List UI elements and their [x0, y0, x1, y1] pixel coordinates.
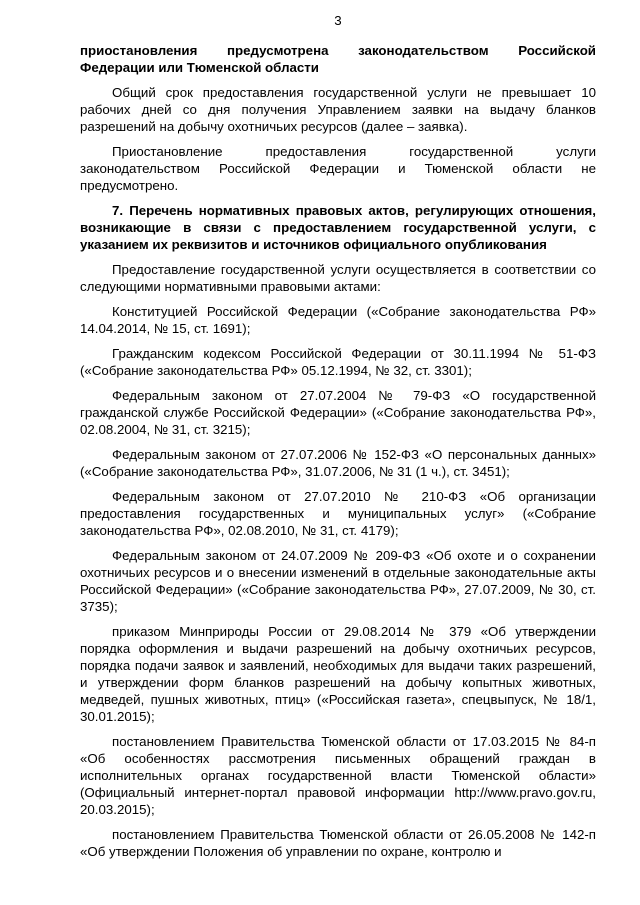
paragraph-act-8: постановлением Правительства Тюменской области от 17.03.2015 № 84-п «Об особенностях рассмотрения письменных обращений граждан в исполнительных органах государственной власти Тюменской области» (Официальный интернет-портал правовой информации http://www.pravo.gov.ru, 20.03.2015); — [80, 734, 596, 817]
paragraph-act-5: Федеральным законом от 27.07.2010 № 210-ФЗ «Об организации предоставления государственных и муниципальных услуг» («Собрание законодательства РФ», 02.08.2010, № 31, ст. 4179); — [80, 489, 596, 538]
paragraph-section-7: 7. Перечень нормативных правовых актов, регулирующих отношения, возникающие в связи с предоставлением государственной услуги, с указанием их реквизитов и источников официального опубликования — [80, 203, 596, 252]
paragraph-act-4: Федеральным законом от 27.07.2006 № 152-ФЗ «О персональных данных» («Собрание законодательства РФ», 31.07.2006, № 31 (1 ч.), ст. 3451); — [80, 447, 596, 479]
paragraph-term: Общий срок предоставления государственной услуги не превышает 10 рабочих дней со дня получения Управлением заявки на выдачу бланков разрешений на добычу охотничьих ресурсов (далее – заявка). — [80, 85, 596, 134]
paragraph-suspension: Приостановление предоставления государственной услуги законодательством Российской Федерации и Тюменской области не предусмотрено. — [80, 144, 596, 193]
paragraph-act-3: Федеральным законом от 27.07.2004 № 79-ФЗ «О государственной гражданской службе Российской Федерации» («Собрание законодательства РФ», 02.08.2004, № 31, ст. 3215); — [80, 388, 596, 437]
paragraph-act-1: Конституцией Российской Федерации («Собрание законодательства РФ» 14.04.2014, № 15, ст. 1691); — [80, 304, 596, 336]
paragraph-act-9: постановлением Правительства Тюменской области от 26.05.2008 № 142-п «Об утверждении Положения об управлении по охране, контролю и — [80, 827, 596, 859]
page-number: 3 — [334, 13, 342, 28]
paragraph-heading-cont: приостановления предусмотрена законодательством Российской Федерации или Тюменской области — [80, 43, 596, 75]
paragraph-intro: Предоставление государственной услуги осуществляется в соответствии со следующими нормативными правовыми актами: — [80, 262, 596, 294]
paragraph-act-7: приказом Минприроды России от 29.08.2014 № 379 «Об утверждении порядка оформления и выдачи разрешений на добычу охотничьих ресурсов, порядка подачи заявок и заявлений, необходимых для выдачи таких разрешений, и утверждении форм бланков разрешений на добычу копытных животных, медведей, пушных животных, птиц» («Российская газета», спецвыпуск, № 18/1, 30.01.2015); — [80, 624, 596, 724]
paragraph-act-6: Федеральным законом от 24.07.2009 № 209-ФЗ «Об охоте и о сохранении охотничьих ресурсов и о внесении изменений в отдельные законодательные акты Российской Федерации» («Собрание законодательства РФ», 27.07.2009, № 30, ст. 3735); — [80, 548, 596, 614]
document-body — [80, 42, 596, 860]
paragraph-act-2: Гражданским кодексом Российской Федерации от 30.11.1994 № 51-ФЗ («Собрание законодательства РФ» 05.12.1994, № 32, ст. 3301); — [80, 346, 596, 378]
